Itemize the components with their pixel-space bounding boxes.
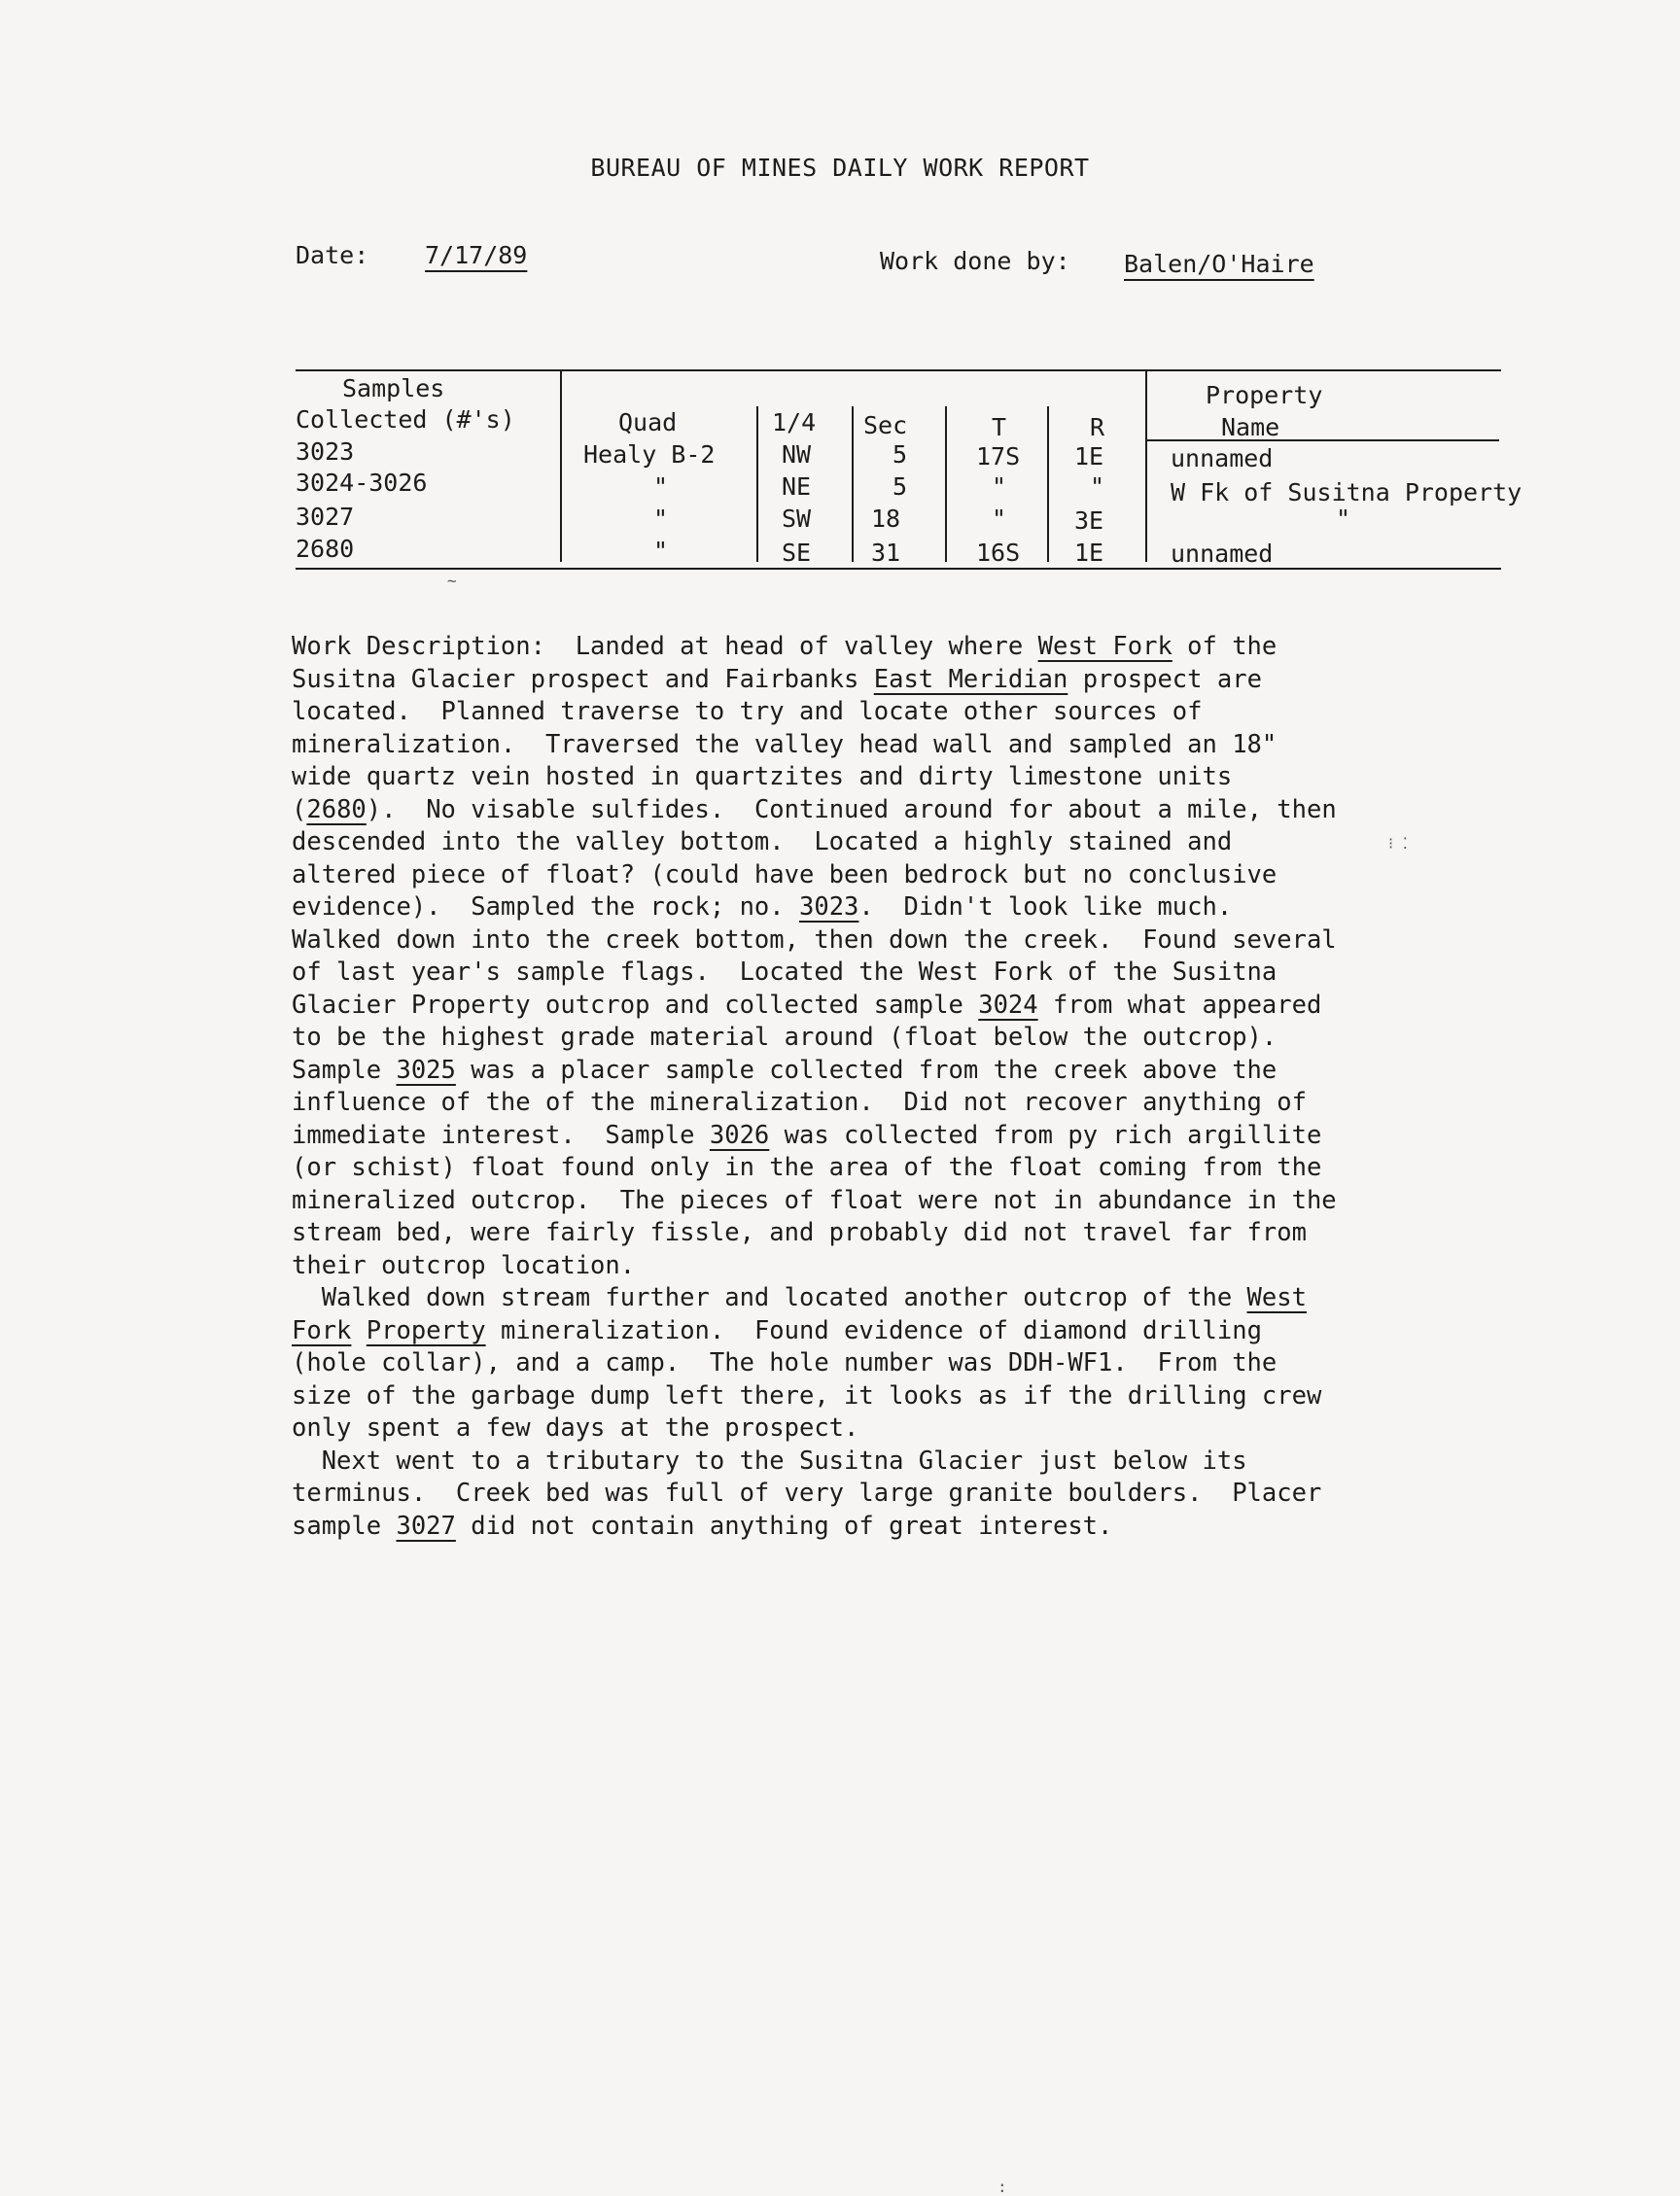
description-line (292, 891, 1594, 924)
description-text: did not contain anything of great interest. (455, 1511, 1113, 1541)
cell-quarter: SE (782, 539, 812, 567)
table-top-rule (296, 369, 1501, 371)
report-title: BUREAU OF MINES DAILY WORK REPORT (590, 154, 1090, 182)
cell-samples: 3023 (296, 437, 355, 466)
description-text: mineralized outcrop. The pieces of float were not in abundance in the (292, 1185, 1337, 1215)
description-text: Sample (292, 1055, 397, 1085)
cell-sec: 18 (871, 505, 901, 533)
underlined-term: West (1246, 1283, 1307, 1312)
description-text: wide quartz vein hosted in quartzites and dirty limestone units (292, 762, 1233, 791)
cell-quad: " (653, 472, 669, 501)
table-divider-r (1047, 406, 1049, 562)
description-text: descended into the valley bottom. Located a highly stained and (292, 827, 1233, 856)
description-line (292, 696, 1594, 729)
table-divider-property (1145, 369, 1147, 562)
description-text: was collected from py rich argillite (769, 1120, 1322, 1150)
description-text: Walked down stream further and located another outcrop of the (292, 1283, 1247, 1312)
description-line (292, 664, 1594, 697)
cell-samples: 3024-3026 (296, 469, 428, 497)
header-property: Property (1206, 381, 1323, 409)
header-samples: Samples (342, 374, 445, 402)
description-text: sample (292, 1511, 397, 1541)
description-line (292, 957, 1594, 990)
description-line (292, 1087, 1594, 1120)
cell-property: unnamed (1171, 540, 1274, 568)
underlined-term: 3024 (978, 990, 1038, 1020)
work-done-value: Balen/O'Haire (1124, 250, 1314, 278)
underlined-term: Property (366, 1315, 486, 1345)
cell-r: 3E (1074, 506, 1104, 535)
description-text: Susitna Glacier prospect and Fairbanks (292, 664, 874, 694)
underlined-term: Fork (292, 1315, 352, 1345)
header-r: R (1090, 413, 1105, 441)
table-divider-sec (852, 406, 854, 562)
description-text: of last year's sample flags. Located the West Fork of the Susitna (292, 958, 1278, 987)
description-text: altered piece of float? (could have been bedrock but no conclusive (292, 859, 1278, 889)
scan-speck: : (998, 2178, 1007, 2196)
description-text: terminus. Creek bed was full of very large granite boulders. Placer (292, 1479, 1322, 1508)
description-text: mineralization. Found evidence of diamond drilling (485, 1315, 1262, 1345)
cell-property: W Fk of Susitna Property (1171, 478, 1522, 506)
description-line (292, 924, 1594, 958)
description-text: evidence). Sampled the rock; no. (292, 892, 799, 922)
description-line (292, 1152, 1594, 1185)
cell-r: 1E (1074, 442, 1104, 471)
description-line (292, 761, 1594, 794)
cell-quarter: SW (782, 505, 812, 533)
cell-samples: 2680 (296, 535, 355, 563)
description-text: mineralization. Traversed the valley head wall and sampled an 18" (292, 729, 1278, 759)
description-text: (or schist) float found only in the area of the float coming from the (292, 1153, 1322, 1182)
cell-property: " (1336, 505, 1351, 533)
work-done-label: Work done by: (880, 247, 1070, 275)
underlined-term: 3023 (798, 892, 859, 922)
header-name: Name (1221, 413, 1280, 441)
cell-t: " (992, 472, 1007, 501)
description-text: stream bed, were fairly fissle, and probably did not travel far from (292, 1218, 1307, 1247)
description-line (292, 1217, 1594, 1250)
cell-quarter: NE (782, 472, 812, 501)
description-text: their outcrop location. (292, 1250, 636, 1280)
description-text: size of the garbage dump left there, it looks as if the drilling crew (292, 1380, 1322, 1411)
description-text: was a placer sample collected from the creek above the (455, 1055, 1278, 1085)
underlined-term: 3026 (709, 1120, 770, 1150)
table-divider-quarter (756, 406, 758, 562)
description-text: Next went to a tributary to the Susitna Glacier just below its (292, 1446, 1247, 1476)
cell-quarter: NW (782, 440, 812, 469)
description-line (292, 794, 1594, 827)
description-line (292, 990, 1594, 1023)
underlined-term: East Meridian (873, 664, 1068, 694)
description-text: only spent a few days at the prospect. (292, 1413, 859, 1443)
cell-sec: 5 (892, 440, 908, 469)
description-text: Glacier Property outcrop and collected sample (292, 990, 979, 1020)
description-text: Work Description: Landed at head of valley where (292, 632, 1038, 661)
header-quad: Quad (618, 408, 678, 436)
table-header-rule (1145, 439, 1499, 441)
description-line (292, 1380, 1594, 1413)
description-text: (hole collar), and a camp. The hole number was DDH-WF1. From the (292, 1348, 1278, 1377)
cell-sec: 31 (871, 539, 901, 567)
header-quarter: 1/4 (772, 408, 817, 436)
description-text (351, 1316, 366, 1345)
header-collected: Collected (#'s) (296, 405, 515, 434)
description-text: located. Planned traverse to try and locate other sources of (292, 697, 1203, 726)
description-text: ( (292, 794, 307, 824)
description-text: prospect are (1068, 664, 1262, 694)
underlined-term: 3025 (396, 1055, 456, 1085)
description-text: immediate interest. Sample (292, 1120, 710, 1150)
header-sec: Sec (863, 411, 908, 439)
description-line (292, 1282, 1594, 1315)
description-line (292, 631, 1594, 664)
date-value: 7/17/89 (425, 241, 528, 269)
cell-r: " (1090, 472, 1105, 501)
cell-property: unnamed (1171, 444, 1274, 472)
description-line (292, 1022, 1594, 1055)
date-label: Date: (296, 241, 369, 269)
description-text: to be the highest grade material around (float below the outcrop). (292, 1023, 1278, 1052)
underlined-term: 2680 (306, 794, 367, 824)
table-divider-quad (560, 369, 562, 562)
cell-r: 1E (1074, 539, 1104, 567)
work-description (292, 631, 1594, 1543)
description-text: influence of the of the mineralization. Did not recover anything of (292, 1088, 1307, 1117)
description-line (292, 1446, 1594, 1479)
description-line (292, 1055, 1594, 1088)
scan-speck: ~ (447, 572, 457, 590)
header-t: T (992, 413, 1007, 441)
description-line (292, 859, 1594, 892)
cell-t: 16S (976, 539, 1021, 567)
cell-sec: 5 (892, 472, 908, 501)
cell-t: 17S (976, 442, 1021, 471)
description-line (292, 1315, 1594, 1348)
cell-quad: " (653, 537, 669, 565)
cell-quad: " (653, 505, 669, 533)
description-text: ). No visable sulfides. Continued around for about a mile, then (366, 794, 1337, 824)
cell-t: " (992, 505, 1007, 533)
description-line (292, 1120, 1594, 1153)
description-text: of the (1172, 632, 1278, 661)
description-line (292, 1511, 1594, 1544)
description-line (292, 1347, 1594, 1380)
description-line (292, 1185, 1594, 1218)
underlined-term: West Fork (1037, 632, 1172, 661)
description-line (292, 729, 1594, 762)
table-divider-t (945, 406, 947, 562)
underlined-term: 3027 (396, 1511, 456, 1541)
scan-speck: ⁝ ⁚ (1388, 834, 1408, 853)
description-text: from what appeared (1037, 990, 1322, 1020)
cell-quad: Healy B-2 (583, 440, 716, 469)
description-line (292, 1478, 1594, 1511)
description-line (292, 1250, 1594, 1283)
description-text: . Didn't look like much. (858, 892, 1233, 922)
description-text: Walked down into the creek bottom, then down the creek. Found several (292, 924, 1337, 955)
cell-samples: 3027 (296, 503, 355, 531)
description-line (292, 1412, 1594, 1446)
